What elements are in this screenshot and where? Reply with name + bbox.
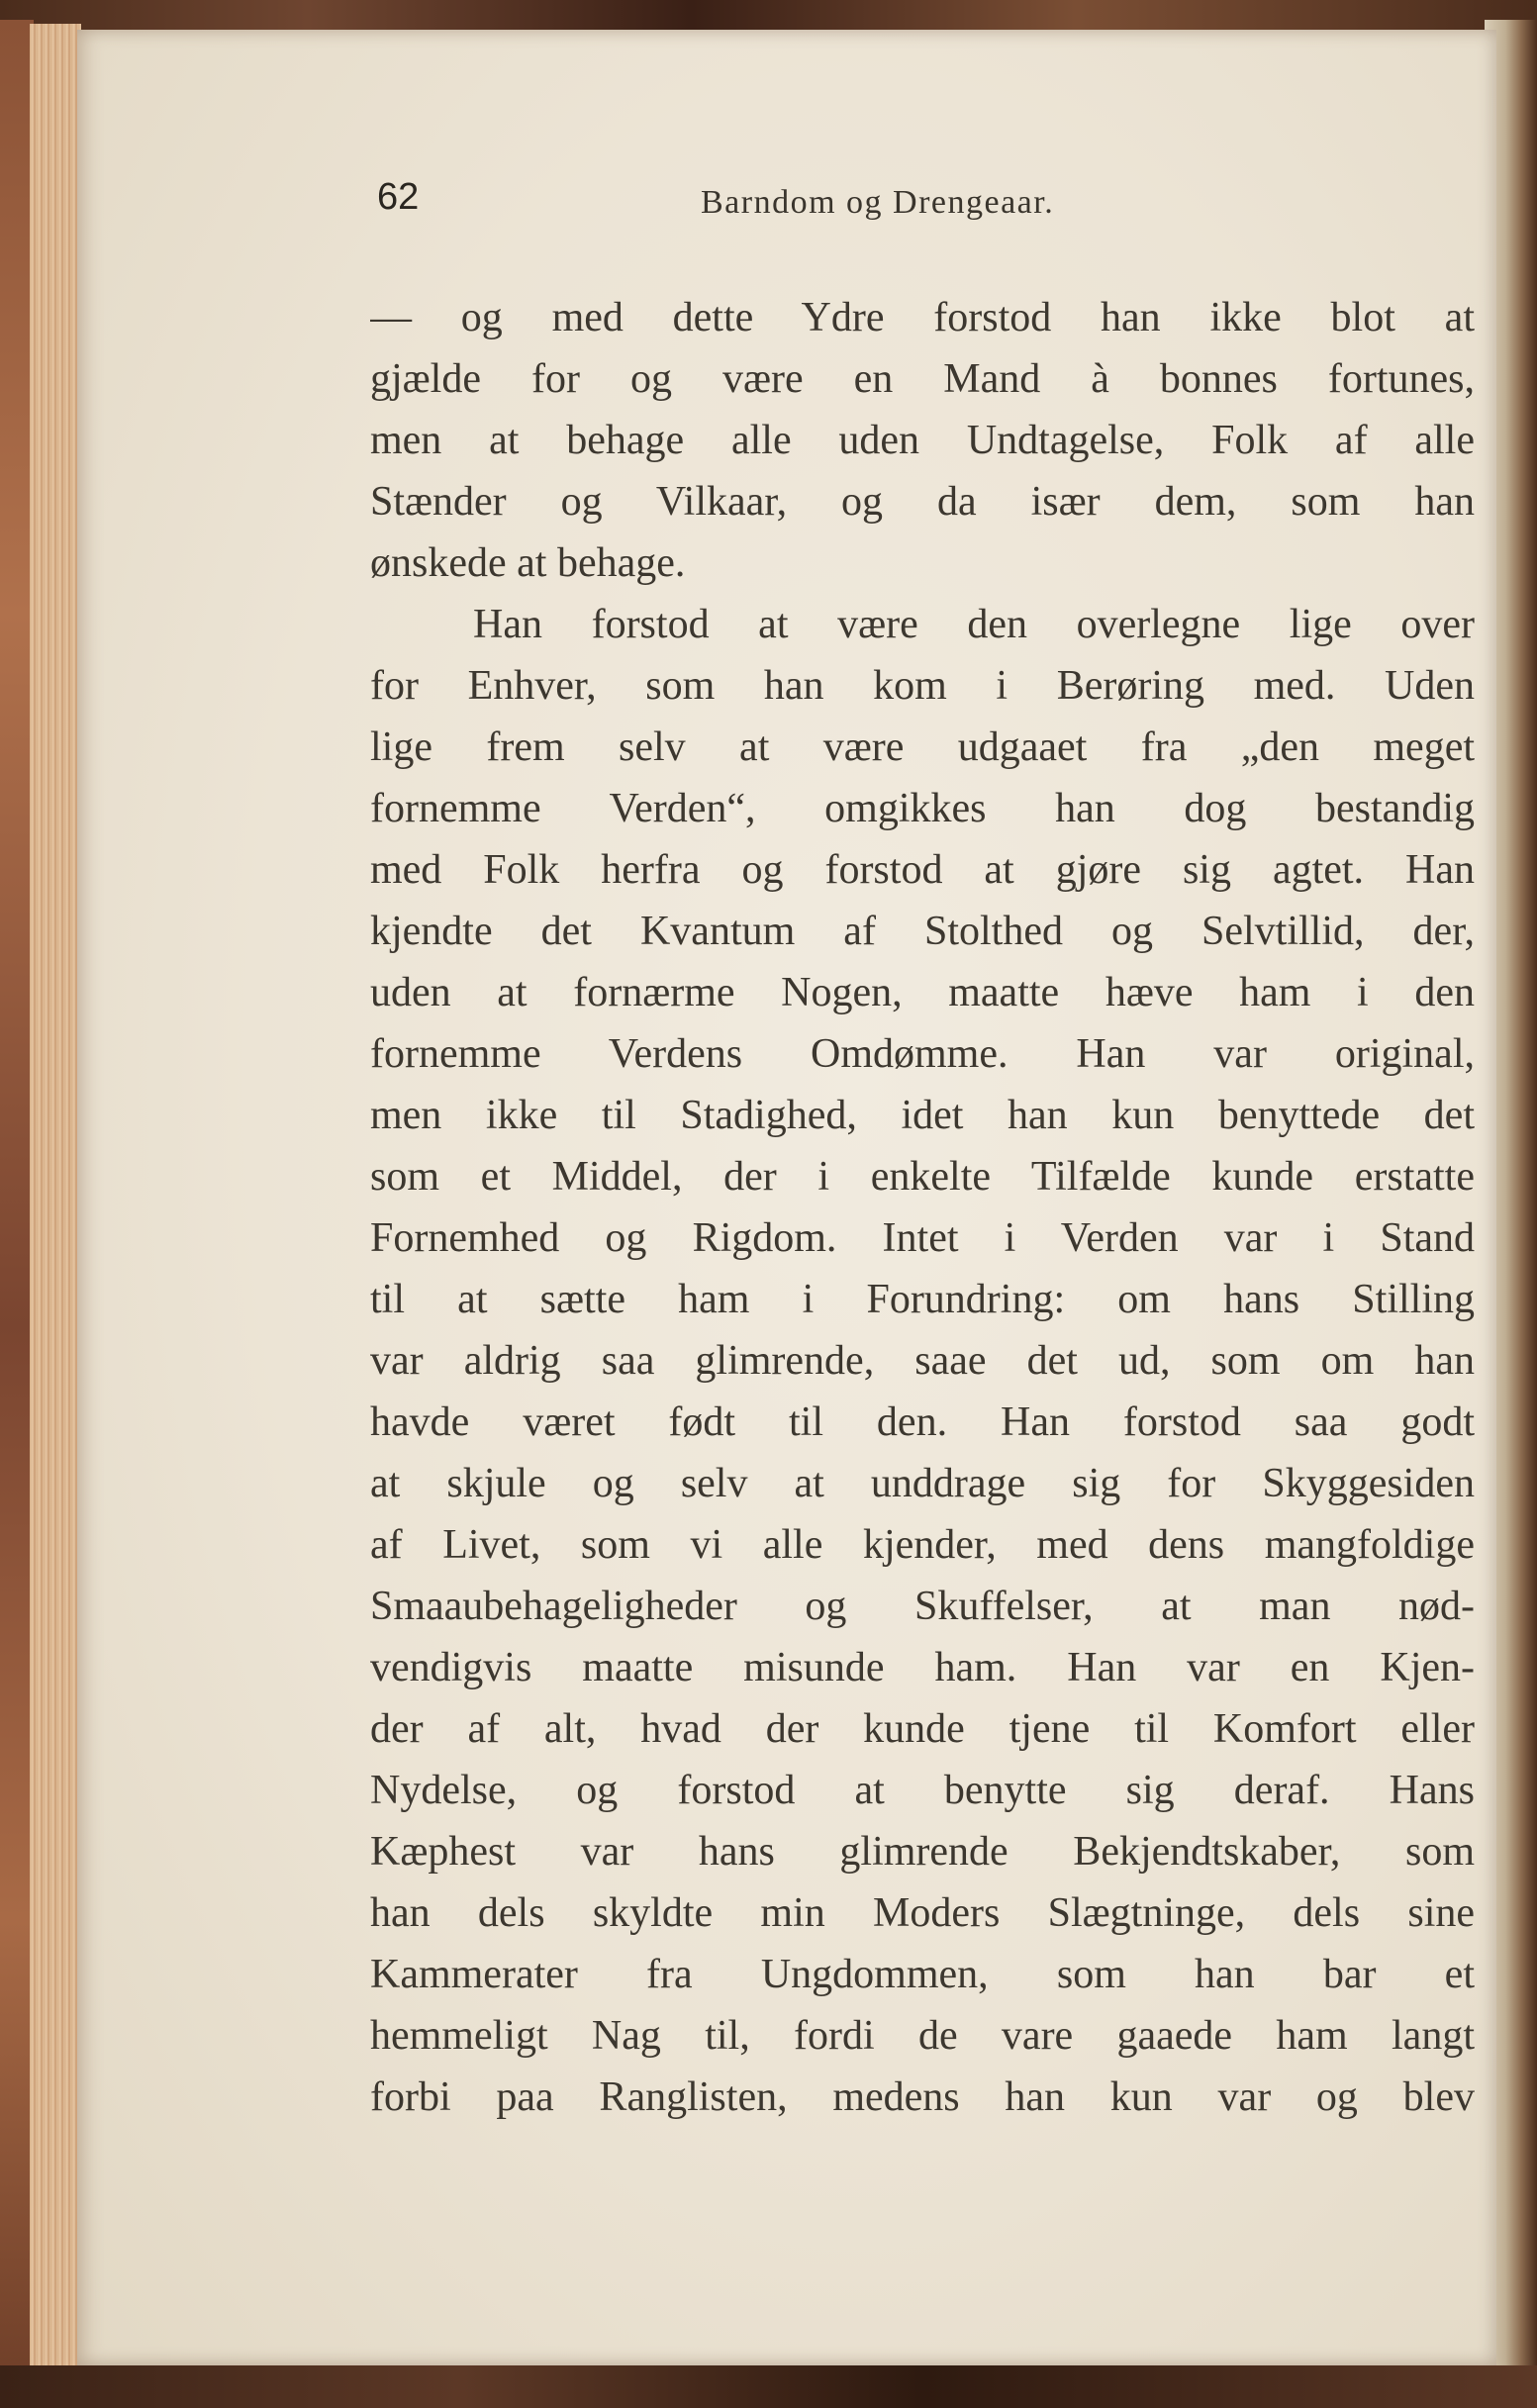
body-text	[370, 287, 1475, 2128]
text-line: havde været født til den. Han forstod saa godt	[370, 1399, 1475, 1445]
text-line: gjælde for og være en Mand à bonnes fortunes,	[370, 356, 1475, 402]
text-line: Kæphest var hans glimrende Bekjendtskaber, som	[370, 1829, 1475, 1875]
text-line: for Enhver, som han kom i Berøring med. Uden	[370, 663, 1475, 709]
text-line: fornemme Verden“, omgikkes han dog bestandig	[370, 786, 1475, 831]
text-line: Smaaubehageligheder og Skuffelser, at man nød-	[370, 1584, 1475, 1629]
text-line: kjendte det Kvantum af Stolthed og Selvtillid, der,	[370, 909, 1475, 954]
text-line: Nydelse, og forstod at benytte sig deraf. Hans	[370, 1768, 1475, 1813]
text-line: at skjule og selv at unddrage sig for Skyggesiden	[370, 1461, 1475, 1506]
text-line: til at sætte ham i Forundring: om hans Stilling	[370, 1277, 1475, 1322]
book-spine-edge	[0, 20, 34, 2395]
text-line: Fornemhed og Rigdom. Intet i Verden var i Stand	[370, 1215, 1475, 1261]
book-bottom-edge	[0, 2365, 1537, 2408]
text-line: men ikke til Stadighed, idet han kun benyttede det	[370, 1093, 1475, 1138]
text-line: vendigvis maatte misunde ham. Han var en Kjen-	[370, 1645, 1475, 1690]
text-line: hemmeligt Nag til, fordi de vare gaaede ham langt	[370, 2013, 1475, 2059]
paragraph-first-line: Han forstod at være den overlegne lige over	[473, 602, 1475, 647]
text-line: som et Middel, der i enkelte Tilfælde kunde erstatte	[370, 1154, 1475, 1200]
text-line: — og med dette Ydre forstod han ikke blot at	[370, 295, 1475, 340]
book-page	[77, 30, 1496, 2365]
text-line: uden at fornærme Nogen, maatte hæve ham i den	[370, 970, 1475, 1015]
running-header	[77, 176, 1496, 236]
text-line: med Folk herfra og forstod at gjøre sig agtet. Han	[370, 847, 1475, 893]
page-number: 62	[377, 176, 420, 218]
text-line: forbi paa Ranglisten, medens han kun var og blev	[370, 2074, 1475, 2120]
text-line: fornemme Verdens Omdømme. Han var original,	[370, 1031, 1475, 1077]
text-line: Kammerater fra Ungdommen, som han bar et	[370, 1952, 1475, 1997]
page-stack-edge	[30, 24, 81, 2379]
text-line: men at behage alle uden Undtagelse, Folk af alle	[370, 418, 1475, 463]
book-top-edge	[0, 0, 1537, 30]
text-line: lige frem selv at være udgaaet fra „den meget	[370, 724, 1475, 770]
running-title: Barndom og Drengeaar.	[701, 184, 1055, 221]
text-line: han dels skyldte min Moders Slægtninge, dels sine	[370, 1890, 1475, 1936]
text-line: ønskede at behage.	[370, 540, 686, 586]
text-line: der af alt, hvad der kunde tjene til Komfort eller	[370, 1706, 1475, 1752]
text-line: Stænder og Vilkaar, og da især dem, som han	[370, 479, 1475, 525]
text-line: var aldrig saa glimrende, saae det ud, som om han	[370, 1338, 1475, 1384]
text-line: af Livet, som vi alle kjender, med dens mangfoldige	[370, 1522, 1475, 1568]
